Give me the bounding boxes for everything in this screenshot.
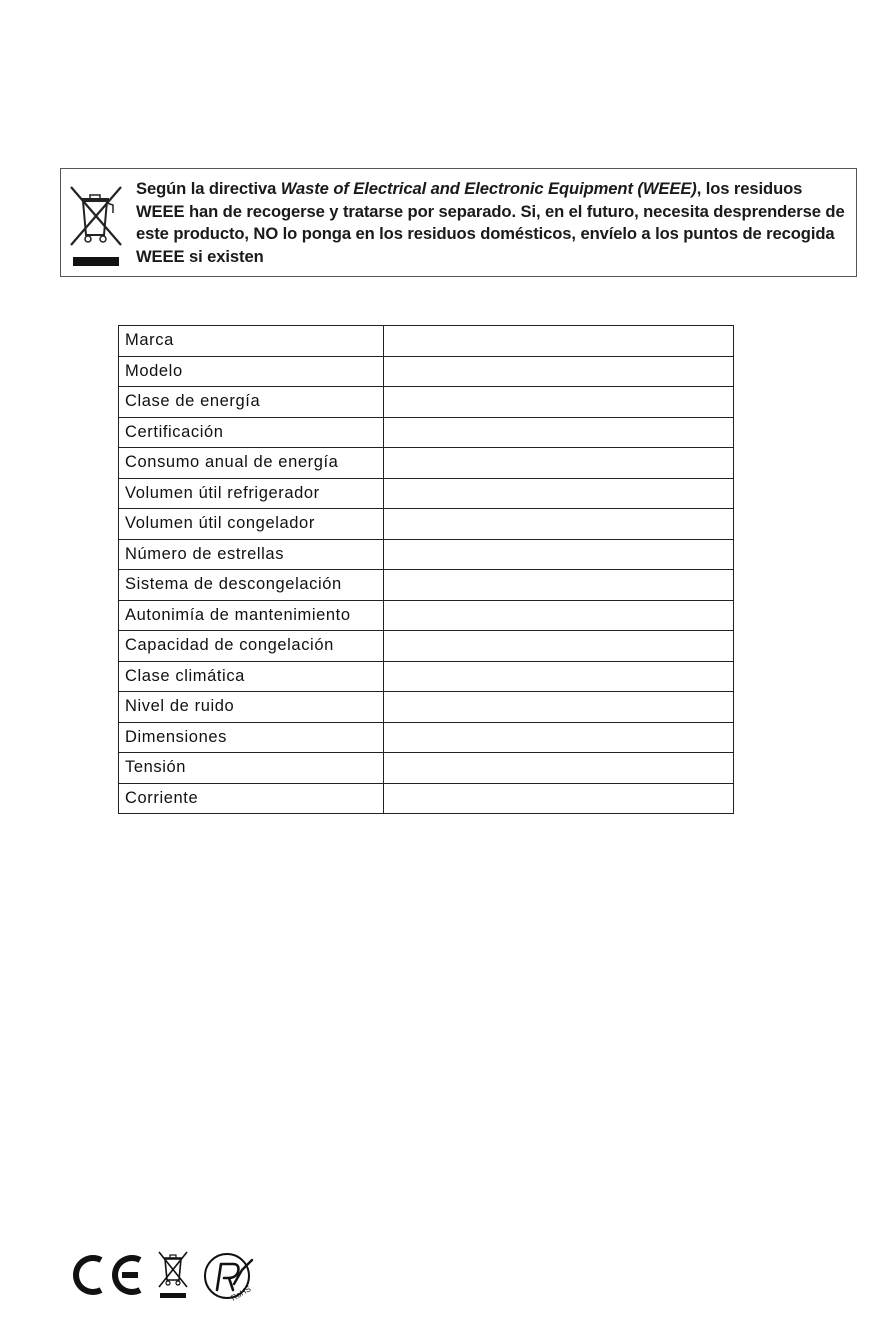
spec-table [118,325,734,814]
spec-label: Capacidad de congelación [119,631,384,662]
table-row [119,631,734,662]
spec-label: Modelo [119,356,384,387]
spec-value [384,356,734,387]
spec-value [384,600,734,631]
spec-value [384,387,734,418]
table-row [119,661,734,692]
crossed-out-wheelie-bin-icon [67,177,125,269]
table-row [119,387,734,418]
spec-table-body [119,326,734,814]
spec-value [384,326,734,357]
table-row [119,509,734,540]
table-row [119,356,734,387]
spec-value [384,509,734,540]
spec-label: Nivel de ruido [119,692,384,723]
table-row [119,600,734,631]
spec-label: Corriente [119,783,384,814]
weee-intro: Según la directiva [136,179,281,198]
spec-value [384,539,734,570]
spec-label: Número de estrellas [119,539,384,570]
rohs-icon [202,1250,258,1306]
spec-label: Clase climática [119,661,384,692]
spec-value [384,448,734,479]
spec-value [384,722,734,753]
weee-bin-icon [156,1248,190,1304]
rohs-label: RoHS [229,1284,253,1303]
spec-value [384,478,734,509]
spec-value [384,661,734,692]
spec-label: Sistema de descongelación [119,570,384,601]
weee-rest: , los residuos WEEE han de recogerse y tratarse por separado. Si, en el futuro, necesita desprenderse de este producto, NO lo ponga en los residuos domésticos, envíelo a los puntos de recogida WEEE si existen [136,179,845,266]
table-row [119,326,734,357]
table-row [119,448,734,479]
spec-label: Certificación [119,417,384,448]
spec-value [384,417,734,448]
weee-directive-name: Waste of Electrical and Electronic Equipment (WEEE) [280,179,697,198]
table-row [119,753,734,784]
spec-value [384,783,734,814]
ce-mark-icon [70,1254,146,1296]
spec-value [384,753,734,784]
spec-label: Volumen útil congelador [119,509,384,540]
table-row [119,692,734,723]
spec-label: Volumen útil refrigerador [119,478,384,509]
weee-notice-box [60,168,857,277]
table-row [119,570,734,601]
spec-label: Autonimía de mantenimiento [119,600,384,631]
weee-notice-text [136,178,851,268]
spec-label: Consumo anual de energía [119,448,384,479]
table-row [119,783,734,814]
table-row [119,417,734,448]
spec-value [384,570,734,601]
spec-value [384,631,734,662]
spec-label: Clase de energía [119,387,384,418]
table-row [119,478,734,509]
spec-label: Dimensiones [119,722,384,753]
table-row [119,722,734,753]
table-row [119,539,734,570]
spec-label: Tensión [119,753,384,784]
spec-value [384,692,734,723]
spec-label: Marca [119,326,384,357]
certification-marks [70,1248,270,1308]
